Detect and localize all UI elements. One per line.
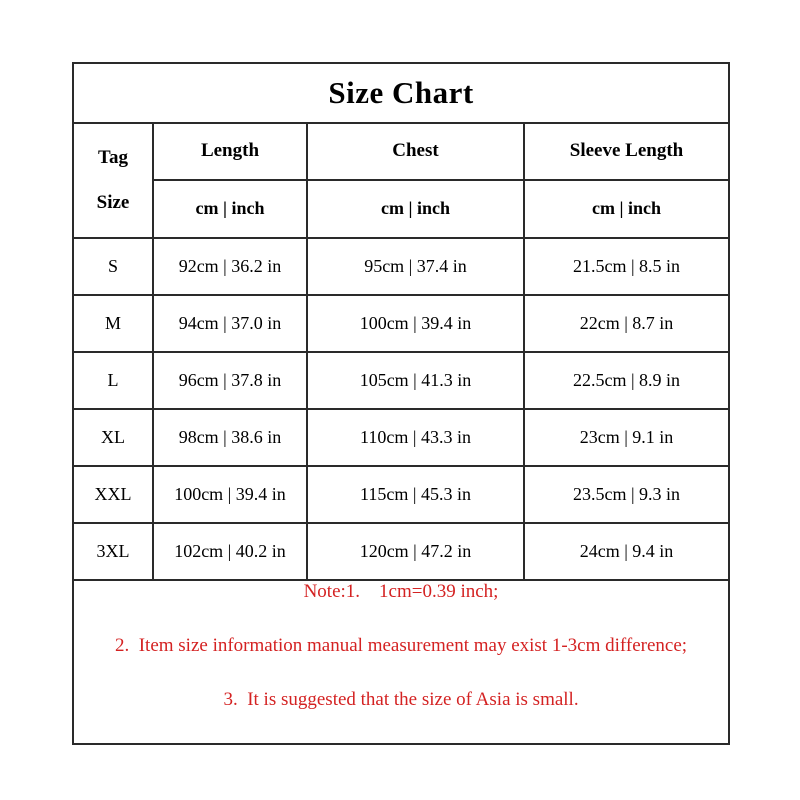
note-line-2: 2. Item size information manual measurement may exist 1-3cm difference;	[114, 635, 688, 656]
sleeve-cell: 22cm | 8.7 in	[524, 295, 729, 352]
unit-header-sleeve: cm | inch	[524, 180, 729, 238]
chest-cell: 100cm | 39.4 in	[307, 295, 524, 352]
unit-row	[73, 180, 729, 238]
tag-label-line1: Tag	[98, 147, 128, 168]
length-cell: 102cm | 40.2 in	[153, 523, 307, 580]
sleeve-cell: 22.5cm | 8.9 in	[524, 352, 729, 409]
length-cell: 98cm | 38.6 in	[153, 409, 307, 466]
table-row-xl	[73, 409, 729, 466]
table-row-xxl	[73, 466, 729, 523]
length-cell: 92cm | 36.2 in	[153, 238, 307, 295]
tag-label-line2: Size	[96, 192, 130, 213]
note-line-1: Note:1. 1cm=0.39 inch;	[303, 581, 499, 602]
notes-row	[73, 580, 729, 744]
chest-cell: 115cm | 45.3 in	[307, 466, 524, 523]
chest-cell: 120cm | 47.2 in	[307, 523, 524, 580]
size-chart	[72, 62, 728, 745]
chest-cell: 110cm | 43.3 in	[307, 409, 524, 466]
length-cell: 100cm | 39.4 in	[153, 466, 307, 523]
unit-header-length: cm | inch	[153, 180, 307, 238]
col-header-tag-size	[73, 123, 153, 238]
title-row	[73, 63, 729, 123]
col-header-length: Length	[153, 123, 307, 180]
chest-cell: 95cm | 37.4 in	[307, 238, 524, 295]
table-row-l	[73, 352, 729, 409]
table-row-s	[73, 238, 729, 295]
size-cell: L	[73, 352, 153, 409]
sleeve-cell: 21.5cm | 8.5 in	[524, 238, 729, 295]
size-chart-table	[72, 62, 730, 745]
notes-area	[73, 580, 729, 744]
sleeve-cell: 23cm | 9.1 in	[524, 409, 729, 466]
table-row-3xl	[73, 523, 729, 580]
note-line-3: 3. It is suggested that the size of Asia is small.	[223, 689, 579, 710]
size-cell: S	[73, 238, 153, 295]
table-row-m	[73, 295, 729, 352]
page-title: Size Chart	[73, 63, 729, 123]
sleeve-cell: 23.5cm | 9.3 in	[524, 466, 729, 523]
size-cell: XXL	[73, 466, 153, 523]
size-cell: M	[73, 295, 153, 352]
header-row	[73, 123, 729, 180]
length-cell: 96cm | 37.8 in	[153, 352, 307, 409]
sleeve-cell: 24cm | 9.4 in	[524, 523, 729, 580]
size-cell: XL	[73, 409, 153, 466]
col-header-chest: Chest	[307, 123, 524, 180]
length-cell: 94cm | 37.0 in	[153, 295, 307, 352]
unit-header-chest: cm | inch	[307, 180, 524, 238]
chest-cell: 105cm | 41.3 in	[307, 352, 524, 409]
col-header-sleeve-length: Sleeve Length	[524, 123, 729, 180]
size-cell: 3XL	[73, 523, 153, 580]
tag-size-label	[74, 124, 152, 237]
